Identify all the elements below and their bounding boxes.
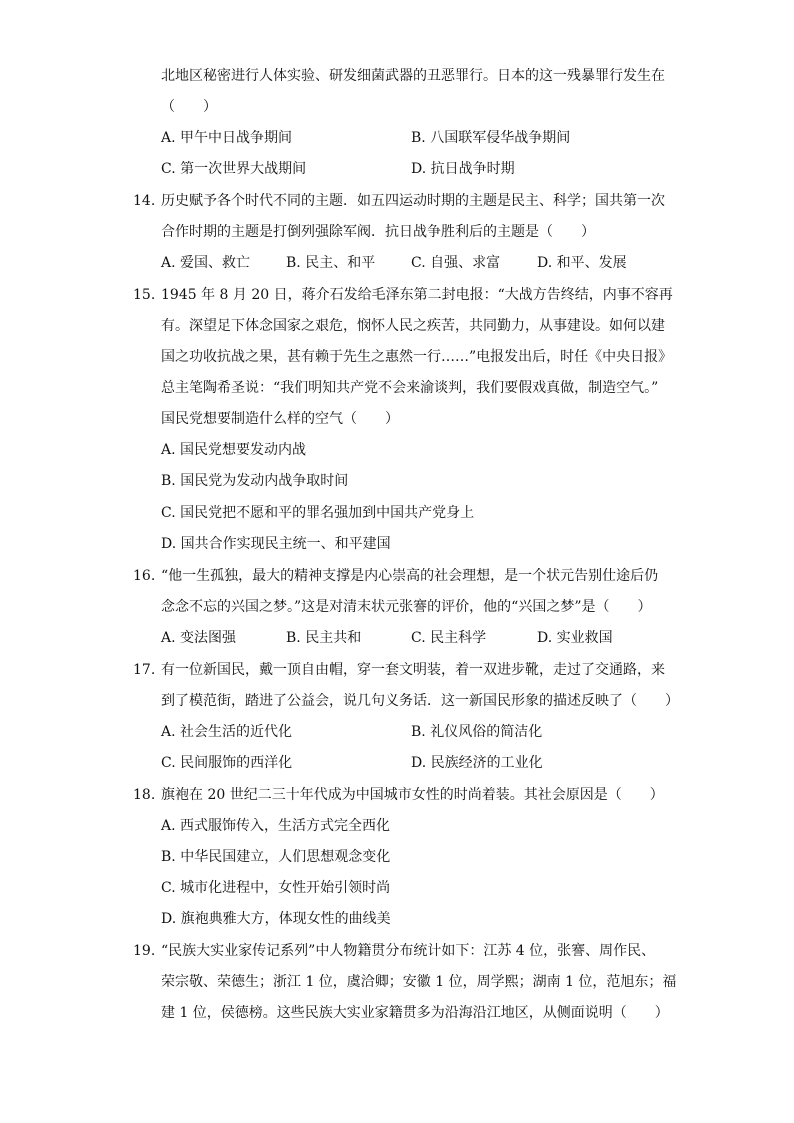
q18-stem-line-1: 旗袍在 20 世纪二三十年代成为中国城市女性的时尚着装。其社会原因是（ ）	[161, 787, 664, 803]
q15-stem-line-2: 有。深望足下体念国家之艰危，悯怀人民之疾苦，共同勤力，从事建设。如何以建	[161, 318, 665, 334]
q19-stem-line-1: “民族大实业家传记系列”中人物籍贯分布统计如下：江苏 4 位，张謇、周作民、	[161, 943, 656, 959]
q13-option-b: B. 八国联军侵华战争期间	[411, 130, 571, 146]
q15-stem-line-5: 国民党想要制造什么样的空气（ ）	[161, 411, 399, 427]
q19-stem-line-3: 建 1 位，侯德榜。这些民族大实业家籍贯多为沿海沿江地区，从侧面说明（ ）	[161, 1005, 669, 1021]
q15-option-d: D. 国共合作实现民主统一、和平建国	[161, 536, 391, 552]
q16-stem-line-1: “他一生孤独，最大的精神支撑是内心崇高的社会理想，是一个状元告别仕途后仍	[161, 568, 659, 584]
q13-option-a: A. 甲午中日战争期间	[161, 130, 293, 146]
q19-stem-line-2: 荣宗敬、荣德生；浙江 1 位，虞洽卿；安徽 1 位，周学熙；湖南 1 位，范旭东；福	[161, 974, 677, 990]
q14-stem-line-2: 合作时期的主题是打倒列强除军阀．抗日战争胜利后的主题是（ ）	[161, 224, 595, 240]
q18-option-c: C. 城市化进程中，女性开始引领时尚	[161, 880, 391, 896]
q16-option-a: A. 变法图强	[161, 630, 237, 646]
q17-option-d: D. 民族经济的工业化	[411, 755, 543, 771]
q13-option-c: C. 第一次世界大战期间	[161, 161, 307, 177]
q18-option-b: B. 中华民国建立，人们思想观念变化	[161, 849, 391, 865]
q15-option-c: C. 国民党把不愿和平的罪名强加到中国共产党身上	[161, 505, 475, 521]
q15-stem-line-1: 1945 年 8 月 20 日，蒋介石发给毛泽东第二封电报：“大战方告终结，内事不容再	[161, 287, 673, 303]
q14-number: 14.	[133, 193, 156, 209]
q17-stem-line-1: 有一位新国民，戴一顶自由帽，穿一套文明装，着一双进步靴，走过了交通路，来	[161, 662, 665, 678]
q18-option-d: D. 旗袍典雅大方，体现女性的曲线美	[161, 911, 391, 927]
q16-option-d: D. 实业救国	[537, 630, 613, 646]
q16-option-c: C. 民主科学	[411, 630, 487, 646]
q13-stem-line-2: （ ）	[161, 99, 217, 115]
q17-number: 17.	[133, 662, 156, 678]
q13-option-d: D. 抗日战争时期	[411, 161, 515, 177]
q16-option-b: B. 民主共和	[286, 630, 362, 646]
q17-stem-line-2: 到了模范街，踏进了公益会，说几句义务话．这一新国民形象的描述反映了（ ）	[161, 693, 679, 709]
q17-option-a: A. 社会生活的近代化	[161, 724, 293, 740]
q14-option-c: C. 自强、求富	[411, 255, 501, 271]
q14-option-a: A. 爱国、救亡	[161, 255, 251, 271]
q16-stem-line-2: 念念不忘的兴国之梦。”这是对清末状元张謇的评价，他的“兴国之梦”是（ ）	[161, 599, 652, 615]
q15-number: 15.	[133, 287, 156, 303]
q15-stem-line-3: 国之功收抗战之果，甚有赖于先生之惠然一行……”电报发出后，时任《中央日报》	[161, 349, 673, 365]
q19-number: 19.	[133, 943, 156, 959]
q15-option-a: A. 国民党想要发动内战	[161, 442, 307, 458]
q17-option-b: B. 礼仪风俗的简洁化	[411, 724, 543, 740]
q14-option-d: D. 和平、发展	[537, 255, 627, 271]
q18-option-a: A. 西式服饰传入，生活方式完全西化	[161, 818, 391, 834]
q14-stem-line-1: 历史赋予各个时代不同的主题．如五四运动时期的主题是民主、科学；国共第一次	[161, 193, 665, 209]
q16-number: 16.	[133, 568, 156, 584]
q15-stem-line-4: 总主笔陶希圣说：“我们明知共产党不会来渝谈判，我们要假戏真做，制造空气。”	[161, 380, 659, 396]
q15-option-b: B. 国民党为发动内战争取时间	[161, 473, 349, 489]
q13-stem-line-1: 北地区秘密进行人体实验、研发细菌武器的丑恶罪行。日本的这一残暴罪行发生在	[161, 68, 665, 84]
q14-option-b: B. 民主、和平	[286, 255, 376, 271]
q17-option-c: C. 民间服饰的西洋化	[161, 755, 293, 771]
q18-number: 18.	[133, 787, 156, 803]
